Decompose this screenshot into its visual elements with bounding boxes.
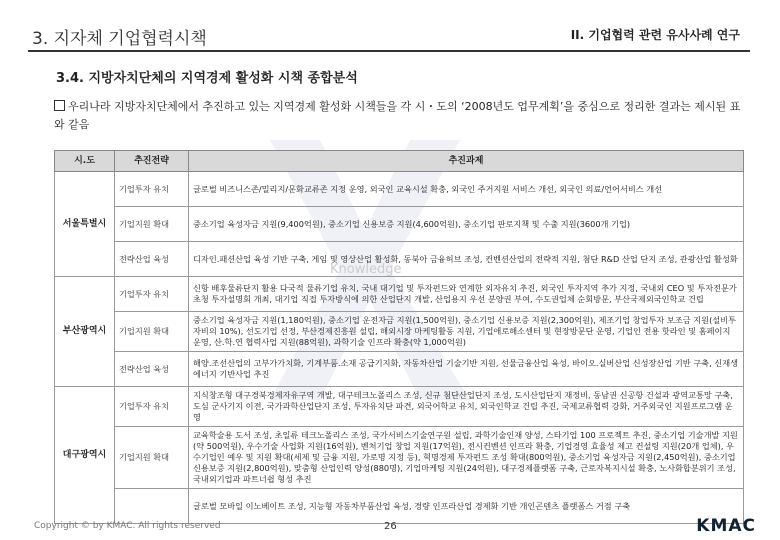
table-row [55,427,744,489]
table-row [55,312,744,352]
table-header-row [55,151,744,172]
col-header-city: 시.도 [55,151,115,172]
task-cell: 교육학술용 도서 조성, 초일류 테크노폴리스 조성, 국가서비스기술연구원 설립, 과학기술인재 양성, 스타기업 100 프로젝트 추진, 중소기업 기술개발 지원(약 500억원), 우수기술 사업화 지원(16억원), 벤처기업 창업 지원(17억원), 전시컨벤션 인프라 확충, 기업경영 효율성 제고 컨설팅 지원(20개 업체), 우수기업인 예우 및 지원 확대(세제 및 금융 지원, 가로명 지정 등), 혁명경제 투자펀드 조성 확대(800억원), 중소기업 육성자금 지원(2,450억원), 중소기업 신용보증 지원(2,800억원), 맞춤형 산업인력 양성(880명), 기업마케팅 지원(24억원), 대구경제플랫폼 구축, 근로자복지시설 확충, 노사화합분위기 조성, 국내외기업과 파트너쉽 형성 추진 [189,427,744,489]
policy-table [54,150,744,524]
table-row [55,352,744,387]
table-row [55,242,744,277]
city-cell: 서울특별시 [55,172,115,277]
col-header-task: 추진과제 [189,151,744,172]
chapter-title: 3. 지자체 기업협력시책 [32,29,207,49]
watermark-text: Knowledge [330,262,402,277]
intro-text: 우리나라 지방자치단체에서 추진하고 있는 지역경제 활성화 시책들을 각 시・도의 ‘2008년도 업무계획’을 중심으로 정리한 결과는 제시된 표와 같음 [54,100,741,131]
task-cell: 글로벌 비즈니스존/밀리지/문화교류존 지정 운영, 외국인 교육시설 확충, 외국인 주거지원 서비스 개선, 외국인 의료/언어서비스 개선 [189,172,744,207]
strategy-cell: 전략산업 육성 [115,352,189,387]
strategy-cell: 기업투자 유치 [115,172,189,207]
square-bullet-icon [54,100,65,111]
city-cell: 대구광역시 [55,387,115,524]
col-header-strategy: 추진전략 [115,151,189,172]
part-title: II. 기업협력 관련 유사사례 연구 [570,28,740,42]
copyright-text: Copyright © by KMAC. All rights reserved [34,521,221,531]
kmac-logo: KMAC [696,516,756,536]
strategy-cell [115,489,189,524]
strategy-cell: 기업지원 확대 [115,427,189,489]
table-row [55,387,744,427]
task-cell: 중소기업 육성자금 지원(1,180억원), 중소기업 운전자금 지원(1,500억원), 중소기업 신용보증 지원(2,300억원), 제조기업 창업투자 보조금 지원(설비투자비의 10%), 선도기업 선정, 부산경제진흥원 설립, 해외시장 마케팅활동 지원, 기업애로해소센터 및 현장방문단 운영, 기업인 전용 핫라인 및 홈페이지 운영, 산.학.연 협력사업 지원(88억원), 과학기술 인프라 확충(약 1,000억원) [189,312,744,352]
strategy-cell: 전략산업 육성 [115,242,189,277]
strategy-cell: 기업지원 확대 [115,207,189,242]
strategy-cell: 기업투자 유치 [115,387,189,427]
section-title: 3.4. 지방자치단체의 지역경제 활성화 시책 종합분석 [56,71,358,86]
strategy-cell: 기업지원 확대 [115,312,189,352]
task-cell: 해양.조선산업의 고부가가치화, 기계부품.소재 공급기지화, 자동차산업 기술기반 지원, 선물금융산업 육성, 바이오.실버산업 신성장산업 기반 구축, 신재생에너지 기반사업 추진 [189,352,744,387]
task-cell: 글로벌 모바일 이노베이트 조성, 지능형 자동차부품산업 육성, 경량 인프라산업 경제화 기반 개인곤텐츠 플랫폼스 거점 구축 [189,489,744,524]
table-row [55,172,744,207]
table-row [55,489,744,524]
task-cell: 디자인.패션산업 육성 기반 구축, 게임 및 영상산업 활성화, 동북아 금융허브 조성, 컨벤션산업의 전략적 지원, 첨단 R&D 산업 단지 조성, 관광산업 활성화 [189,242,744,277]
task-cell: 지식창조형 대구경북경제자유구역 개발, 대구테크노폴리스 조성, 신규 첨단산업단지 조성, 도시산업단지 재정비, 동남권 신공항 건설과 광역교통망 구축, 도심 군사기지 이전, 국가과학산업단지 조성, 투자유치단 파견, 외국어학교 유치, 외국인학교 건립 추진, 국제교류협력 강화, 거주외국인 지원프로그램 운영 [189,387,744,427]
strategy-cell: 기업투자 유치 [115,277,189,312]
city-cell: 부산광역시 [55,277,115,387]
table-row [55,207,744,242]
task-cell: 신항 배후물류단지 활용 다국적 물류기업 유치, 국내 대기업 및 투자펀드와 연계한 외자유치 추진, 외국인 투자지역 추가 지정, 국내외 CEO 및 투자전문가 초청 투자설명회 개최, 대기업 직접 투자방식에 의한 산업단지 개발, 산업용지 우선 분양권 부여, 수도권업체 순회방문, 부산국제외국인학교 건립 [189,277,744,312]
task-cell: 중소기업 육성자금 지원(9,400억원), 중소기업 신용보증 지원(4,600억원), 중소기업 판로지책 및 수출 지원(3600개 기업) [189,207,744,242]
page-number: 26 [384,521,397,532]
table-row [55,277,744,312]
header-divider [28,50,750,52]
